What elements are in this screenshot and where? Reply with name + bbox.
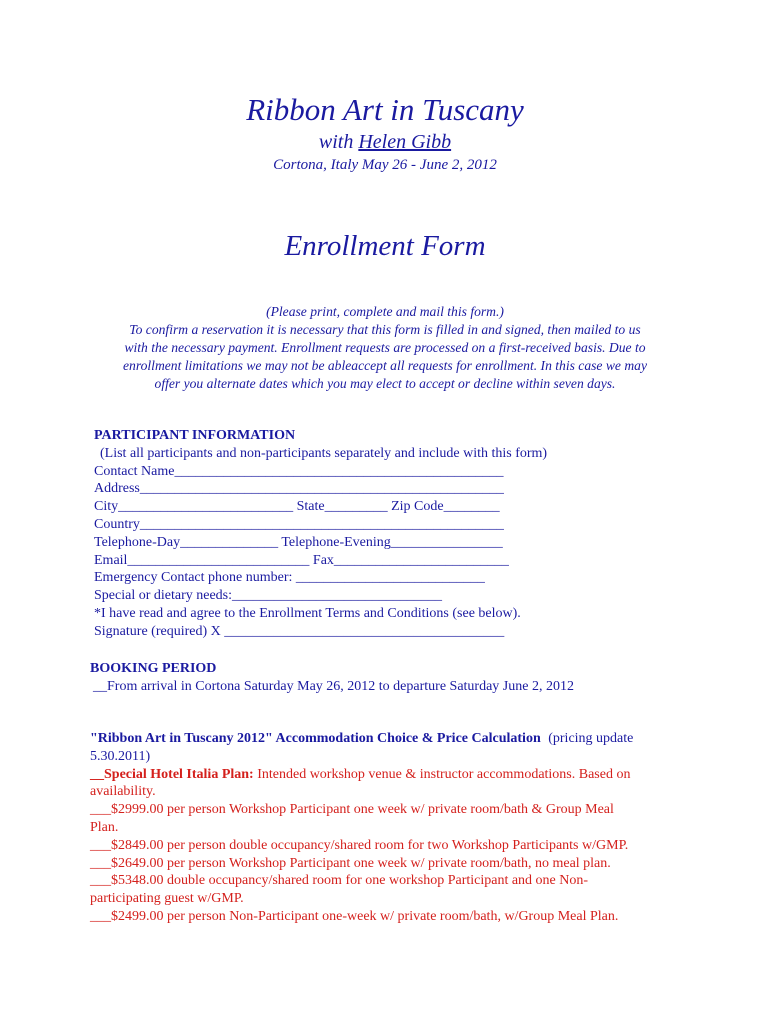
price-option[interactable]: ___$2999.00 per person Workshop Participant one week w/ private room/bath & Group Meal [90, 802, 614, 818]
price-option[interactable]: ___$2849.00 per person double occupancy/shared room for two Workshop Participants w/GMP. [90, 837, 629, 853]
price-option-cont: participating guest w/GMP. [90, 891, 244, 907]
country-field[interactable]: Country____________________________________________________ [94, 516, 504, 532]
participant-note: (List all participants and non-participants separately and include with this form) [100, 445, 548, 461]
booking-section [90, 660, 710, 696]
price-option-cont: Plan. [90, 819, 119, 835]
hotel-plan-desc: Intended workshop venue & instructor accommodations. Based on [257, 766, 631, 782]
city-state-zip-field[interactable]: City_________________________ State_________ Zip Code________ [94, 499, 500, 515]
accommodation-heading: "Ribbon Art in Tuscany 2012" Accommodation Choice & Price Calculation [90, 731, 541, 746]
intro-line: enrollment limitations we may not be ableaccept all requests for enrollment. In this case we may [122, 358, 648, 373]
event-dates: Cortona, Italy May 26 - June 2, 2012 [273, 157, 497, 173]
page-title: Ribbon Art in Tuscany [246, 92, 524, 127]
pricing-note-cont: 5.30.2011) [90, 748, 151, 764]
contact-name-field[interactable]: Contact Name_______________________________________________ [94, 463, 504, 479]
terms-agreement: *I have read and agree to the Enrollment Terms and Conditions (see below). [94, 605, 521, 621]
intro-line: (Please print, complete and mail this form.) [266, 304, 504, 319]
emergency-contact-field[interactable]: Emergency Contact phone number: ___________________________ [94, 570, 485, 586]
accommodation-section [90, 730, 690, 926]
booking-heading: BOOKING PERIOD [90, 661, 217, 676]
instructor-line [0, 131, 770, 154]
pricing-note: (pricing update [548, 731, 634, 746]
participant-section [94, 427, 694, 641]
instructor-link[interactable]: Helen Gibb [358, 131, 452, 153]
signature-field[interactable]: Signature (required) X ________________________________________ [94, 623, 505, 639]
price-option[interactable]: ___$2649.00 per person Workshop Participant one week w/ private room/bath, no meal plan. [90, 855, 611, 871]
price-option[interactable]: ___$5348.00 double occupancy/shared room for one workshop Participant and one Non- [90, 873, 589, 889]
price-option[interactable]: ___$2499.00 per person Non-Participant one-week w/ private room/bath, w/Group Meal Plan. [90, 908, 619, 924]
intro-line: with the necessary payment. Enrollment requests are processed on a first-received basis. Due to [124, 340, 646, 355]
email-fax-field[interactable]: Email__________________________ Fax_________________________ [94, 552, 509, 568]
intro-paragraph [88, 303, 682, 393]
with-prefix: with [318, 131, 354, 153]
dietary-needs-field[interactable]: Special or dietary needs:______________________________ [94, 588, 443, 604]
form-title: Enrollment Form [284, 230, 486, 262]
intro-line: offer you alternate dates which you may elect to accept or decline within seven days. [154, 376, 616, 391]
participant-heading: PARTICIPANT INFORMATION [94, 428, 296, 443]
address-field[interactable]: Address____________________________________________________ [94, 481, 504, 497]
hotel-plan-desc-cont: availability. [90, 784, 156, 800]
booking-option[interactable]: __From arrival in Cortona Saturday May 26, 2012 to departure Saturday June 2, 2012 [93, 679, 574, 694]
hotel-plan-label[interactable]: __Special Hotel Italia Plan: [90, 766, 254, 782]
telephone-field[interactable]: Telephone-Day______________ Telephone-Evening________________ [94, 534, 503, 550]
intro-line: To confirm a reservation it is necessary that this form is filled in and signed, then mailed to us [129, 322, 641, 337]
